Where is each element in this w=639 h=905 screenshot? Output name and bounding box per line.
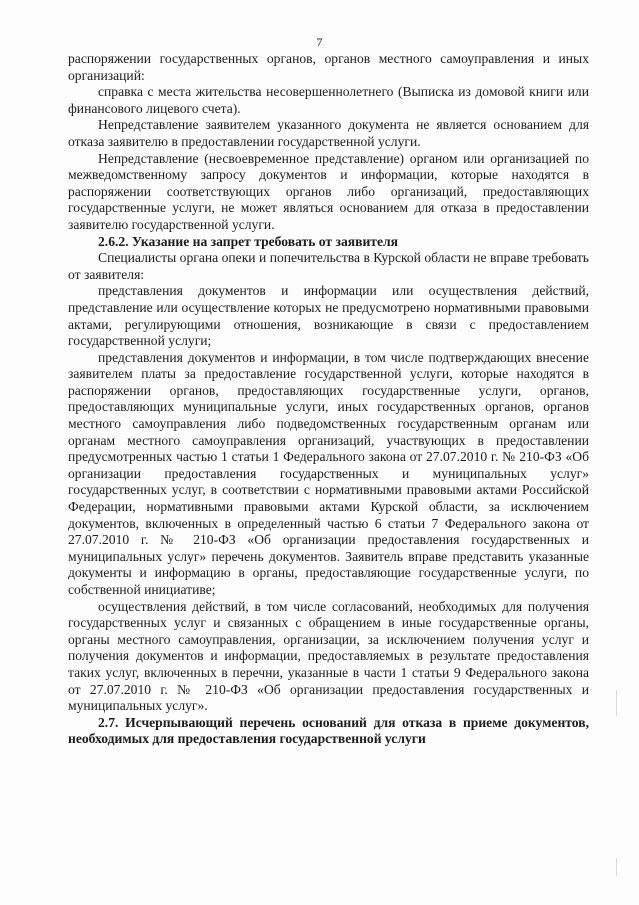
scan-artifact-mark (616, 858, 617, 876)
paragraph-residence-certificate: справка с места жительства несовершеннолетнего (Выписка из домовой книги или финансового лицевого счета). (68, 84, 589, 116)
paragraph-non-submission-interagency: Непредставление (несвоевременное представление) органом или организацией по межведомственному запросу документов и информации, которые находятся в распоряжении соответствующих органов либо организаций, предоставляющих государственные услуги, не может являться основанием для отказа в предоставлении заявителю государственной услуги. (68, 150, 589, 232)
paragraph-continuation: распоряжении государственных органов, органов местного самоуправления и иных организаций: (68, 51, 589, 83)
paragraph-non-submission-applicant: Непредставление заявителем указанного документа не является основанием для отказа заявителю в предоставлении государственной услуги. (68, 117, 589, 149)
paragraph-prohibition-3: осуществления действий, в том числе согласований, необходимых для получения государственных услуг и связанных с обращением в иные государственные органы, органы местного самоуправления, организации, за исключением получения услуг и получения документов и информации, предоставляемых в результате предоставления таких услуг, включенных в перечни, указанные в части 1 статьи 9 Федерального закона от 27.07.2010 г. № 210-ФЗ «Об организации предоставления государственных и муниципальных услуг». (68, 598, 589, 714)
paragraph-prohibition-1: представления документов и информации или осуществления действий, представление или осуществление которых не предусмотрено нормативными правовыми актами, регулирующими отношения, возникающие в связи с предоставлением государственной услуги; (68, 283, 589, 349)
page-number: 7 (316, 35, 323, 49)
paragraph-specialists-not-entitled: Специалисты органа опеки и попечительства в Курской области не вправе требовать от заявителя: (68, 250, 589, 282)
scan-artifact-mark (616, 690, 617, 716)
section-heading-2-7: 2.7. Исчерпывающий перечень оснований для отказа в приеме документов, необходимых для предоставления государственной услуги (68, 714, 589, 747)
section-heading-2-6-2: 2.6.2. Указание на запрет требовать от заявителя (98, 233, 398, 249)
page-content (68, 51, 589, 748)
paragraph-prohibition-2: представления документов и информации, в том числе подтверждающих внесение заявителем платы за предоставление государственной услуги, которые находятся в распоряжении органов, предоставляющих государственные услуги, органов, предоставляющих муниципальные услуги, иных государственных органов, органов местного самоуправления либо подведомственных государственным органам или органам местного самоуправления организаций, участвующих в предоставлении предусмотренных частью 1 статьи 1 Федерального закона от 27.07.2010 г. № 210-ФЗ «Об организации предоставления государственных и муниципальных услуг» государственных услуг, в соответствии с нормативными правовыми актами Российской Федерации, нормативными правовыми актами Курской области, за исключением документов, включенных в определенный частью 6 статьи 7 Федерального закона от 27.07.2010 г. № 210-ФЗ «Об организации предоставления государственных и муниципальных услуг» перечень документов. Заявитель вправе представить указанные документы и информацию в органы, предоставляющие государственные услуги, по собственной инициативе; (68, 349, 589, 597)
